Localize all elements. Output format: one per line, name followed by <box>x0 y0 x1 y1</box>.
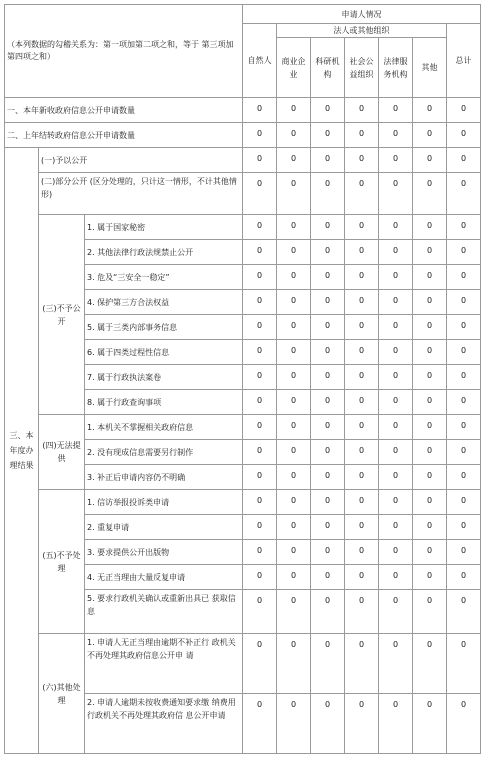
cell-value: 0 <box>379 365 413 390</box>
cell-value: 0 <box>345 490 379 515</box>
cell-value: 0 <box>379 490 413 515</box>
cell-value: 0 <box>277 590 311 634</box>
row-label: 二、上年结转政府信息公开申请数量 <box>5 123 243 148</box>
cell-value: 0 <box>447 540 481 565</box>
cell-value: 0 <box>243 565 277 590</box>
cell-value: 0 <box>243 590 277 634</box>
cell-value: 0 <box>277 123 311 148</box>
cell-value: 0 <box>345 540 379 565</box>
cell-value: 0 <box>447 340 481 365</box>
row-label: 8. 属于行政查询事项 <box>85 390 243 415</box>
cell-value: 0 <box>413 590 447 634</box>
cell-value: 0 <box>379 240 413 265</box>
cell-value: 0 <box>345 634 379 694</box>
cell-value: 0 <box>413 240 447 265</box>
cell-value: 0 <box>379 148 413 173</box>
row-label: 2. 没有现成信息需要另行制作 <box>85 440 243 465</box>
natural-person-header: 自然人 <box>243 24 277 98</box>
cell-value: 0 <box>311 415 345 440</box>
group-label: (三)不予公开 <box>39 215 85 415</box>
cell-value: 0 <box>277 694 311 754</box>
cell-value: 0 <box>277 240 311 265</box>
cell-value: 0 <box>379 340 413 365</box>
cell-value: 0 <box>277 390 311 415</box>
cell-value: 0 <box>243 440 277 465</box>
cell-value: 0 <box>311 215 345 240</box>
group-label: (六)其他处理 <box>39 634 85 754</box>
cell-value: 0 <box>379 390 413 415</box>
commerce-header: 商业企业 <box>277 38 311 98</box>
cell-value: 0 <box>447 215 481 240</box>
cell-value: 0 <box>243 315 277 340</box>
cell-value: 0 <box>311 540 345 565</box>
cell-value: 0 <box>413 415 447 440</box>
cell-value: 0 <box>379 123 413 148</box>
cell-value: 0 <box>413 440 447 465</box>
cell-value: 0 <box>379 515 413 540</box>
row-label: 4. 无正当理由大量反复申请 <box>85 565 243 590</box>
cell-value: 0 <box>345 148 379 173</box>
cell-value: 0 <box>413 340 447 365</box>
cell-value: 0 <box>277 465 311 490</box>
cell-value: 0 <box>379 173 413 215</box>
row-label: 2. 申请人逾期未按收费通知要求缴 纳费用行政机关不再处理其政府信 息公开申请 <box>85 694 243 754</box>
cell-value: 0 <box>345 290 379 315</box>
row-label: 2. 其他法律行政法规禁止公开 <box>85 240 243 265</box>
cell-value: 0 <box>277 365 311 390</box>
row-label: (二)部分公开 (区分处理的，只计这一情形，不计其他情形) <box>39 173 243 215</box>
cell-value: 0 <box>447 465 481 490</box>
cell-value: 0 <box>243 415 277 440</box>
cell-value: 0 <box>311 590 345 634</box>
cell-value: 0 <box>243 265 277 290</box>
cell-value: 0 <box>243 365 277 390</box>
cell-value: 0 <box>243 173 277 215</box>
cell-value: 0 <box>447 173 481 215</box>
cell-value: 0 <box>447 315 481 340</box>
cell-value: 0 <box>447 565 481 590</box>
cell-value: 0 <box>277 634 311 694</box>
cell-value: 0 <box>311 240 345 265</box>
cell-value: 0 <box>413 694 447 754</box>
cell-value: 0 <box>345 515 379 540</box>
row-label: 2. 重复申请 <box>85 515 243 540</box>
cell-value: 0 <box>447 240 481 265</box>
cell-value: 0 <box>447 634 481 694</box>
total-header: 总计 <box>447 24 481 98</box>
cell-value: 0 <box>379 565 413 590</box>
cell-value: 0 <box>311 173 345 215</box>
cell-value: 0 <box>243 515 277 540</box>
cell-value: 0 <box>413 540 447 565</box>
cell-value: 0 <box>345 565 379 590</box>
cell-value: 0 <box>311 390 345 415</box>
applicant-header: 申请人情况 <box>243 5 481 24</box>
cell-value: 0 <box>277 540 311 565</box>
row-label: (一)予以公开 <box>39 148 243 173</box>
cell-value: 0 <box>311 98 345 123</box>
group-label: (四)无法提供 <box>39 415 85 490</box>
cell-value: 0 <box>413 490 447 515</box>
cell-value: 0 <box>345 415 379 440</box>
cell-value: 0 <box>379 465 413 490</box>
row-label: 1. 本机关不掌握相关政府信息 <box>85 415 243 440</box>
cell-value: 0 <box>311 315 345 340</box>
cell-value: 0 <box>277 290 311 315</box>
legal-service-header: 法律服务机构 <box>379 38 413 98</box>
row-label: 5. 属于三类内部事务信息 <box>85 315 243 340</box>
cell-value: 0 <box>243 148 277 173</box>
row-label: 3. 要求提供公开出版物 <box>85 540 243 565</box>
cell-value: 0 <box>447 148 481 173</box>
cell-value: 0 <box>413 98 447 123</box>
row-label: 1. 申请人无正当理由逾期不补正行 政机关不再处理其政府信息公开申 请 <box>85 634 243 694</box>
cell-value: 0 <box>447 365 481 390</box>
cell-value: 0 <box>345 365 379 390</box>
cell-value: 0 <box>243 240 277 265</box>
cell-value: 0 <box>345 465 379 490</box>
cell-value: 0 <box>379 315 413 340</box>
cell-value: 0 <box>243 290 277 315</box>
cell-value: 0 <box>379 634 413 694</box>
cell-value: 0 <box>447 694 481 754</box>
cell-value: 0 <box>243 123 277 148</box>
cell-value: 0 <box>379 290 413 315</box>
cell-value: 0 <box>379 694 413 754</box>
cell-value: 0 <box>379 265 413 290</box>
cell-value: 0 <box>379 415 413 440</box>
cell-value: 0 <box>447 515 481 540</box>
cell-value: 0 <box>243 490 277 515</box>
cell-value: 0 <box>379 540 413 565</box>
cell-value: 0 <box>311 365 345 390</box>
cell-value: 0 <box>345 240 379 265</box>
cell-value: 0 <box>311 290 345 315</box>
cell-value: 0 <box>277 148 311 173</box>
cell-value: 0 <box>345 315 379 340</box>
cell-value: 0 <box>243 540 277 565</box>
cell-value: 0 <box>379 215 413 240</box>
cell-value: 0 <box>413 465 447 490</box>
cell-value: 0 <box>447 440 481 465</box>
cell-value: 0 <box>345 440 379 465</box>
cell-value: 0 <box>243 634 277 694</box>
row-label: 3. 危及“三安全一稳定” <box>85 265 243 290</box>
cell-value: 0 <box>379 440 413 465</box>
cell-value: 0 <box>345 694 379 754</box>
cell-value: 0 <box>379 590 413 634</box>
research-header: 科研机构 <box>311 38 345 98</box>
cell-value: 0 <box>277 215 311 240</box>
cell-value: 0 <box>277 490 311 515</box>
cell-value: 0 <box>243 98 277 123</box>
cell-value: 0 <box>345 265 379 290</box>
cell-value: 0 <box>447 490 481 515</box>
cell-value: 0 <box>277 98 311 123</box>
cell-value: 0 <box>413 365 447 390</box>
cell-value: 0 <box>413 265 447 290</box>
cell-value: 0 <box>345 390 379 415</box>
cell-value: 0 <box>413 173 447 215</box>
cell-value: 0 <box>277 265 311 290</box>
cell-value: 0 <box>311 694 345 754</box>
cell-value: 0 <box>413 315 447 340</box>
cell-value: 0 <box>413 148 447 173</box>
cell-value: 0 <box>413 515 447 540</box>
cell-value: 0 <box>311 565 345 590</box>
cell-value: 0 <box>447 415 481 440</box>
cell-value: 0 <box>243 694 277 754</box>
cell-value: 0 <box>277 415 311 440</box>
cell-value: 0 <box>311 440 345 465</box>
cell-value: 0 <box>413 390 447 415</box>
other-header: 其他 <box>413 38 447 98</box>
cell-value: 0 <box>311 148 345 173</box>
row-label: 1. 属于国家秘密 <box>85 215 243 240</box>
cell-value: 0 <box>277 340 311 365</box>
cell-value: 0 <box>311 465 345 490</box>
cell-value: 0 <box>413 215 447 240</box>
legal-group-header: 法人或其他组织 <box>277 24 447 38</box>
cell-value: 0 <box>345 215 379 240</box>
cell-value: 0 <box>345 123 379 148</box>
cell-value: 0 <box>345 340 379 365</box>
cell-value: 0 <box>311 123 345 148</box>
public-org-header: 社会公益组织 <box>345 38 379 98</box>
cell-value: 0 <box>447 290 481 315</box>
cell-value: 0 <box>243 340 277 365</box>
row-label: 3. 补正后申请内容仍不明确 <box>85 465 243 490</box>
cell-value: 0 <box>277 315 311 340</box>
cell-value: 0 <box>413 565 447 590</box>
row-label: 4. 保护第三方合法权益 <box>85 290 243 315</box>
cell-value: 0 <box>345 98 379 123</box>
note-cell: （本列数据的勾稽关系为：第一项加第二项之和，等于 第三项加第四项之和） <box>5 5 243 98</box>
row-label: 一、本年新收政府信息公开申请数量 <box>5 98 243 123</box>
cell-value: 0 <box>243 465 277 490</box>
cell-value: 0 <box>447 590 481 634</box>
cell-value: 0 <box>311 634 345 694</box>
cell-value: 0 <box>277 565 311 590</box>
cell-value: 0 <box>243 390 277 415</box>
row-label: 6. 属于四类过程性信息 <box>85 340 243 365</box>
row-label: 7. 属于行政执法案卷 <box>85 365 243 390</box>
cell-value: 0 <box>413 634 447 694</box>
cell-value: 0 <box>277 173 311 215</box>
cell-value: 0 <box>447 390 481 415</box>
cell-value: 0 <box>345 590 379 634</box>
cell-value: 0 <box>311 340 345 365</box>
row-label: 5. 要求行政机关确认或重新出具已 获取信息 <box>85 590 243 634</box>
cell-value: 0 <box>311 515 345 540</box>
cell-value: 0 <box>413 123 447 148</box>
cell-value: 0 <box>379 98 413 123</box>
cell-value: 0 <box>311 265 345 290</box>
cell-value: 0 <box>277 515 311 540</box>
row-label: 1. 信访举报投诉类申请 <box>85 490 243 515</box>
cell-value: 0 <box>447 98 481 123</box>
cell-value: 0 <box>277 440 311 465</box>
cell-value: 0 <box>413 290 447 315</box>
cell-value: 0 <box>447 265 481 290</box>
group-label: (五)不予处理 <box>39 490 85 634</box>
cell-value: 0 <box>311 490 345 515</box>
report-table <box>4 4 481 754</box>
cell-value: 0 <box>447 123 481 148</box>
section-three-label: 三、本年度办理结果 <box>5 148 39 754</box>
cell-value: 0 <box>345 173 379 215</box>
cell-value: 0 <box>243 215 277 240</box>
